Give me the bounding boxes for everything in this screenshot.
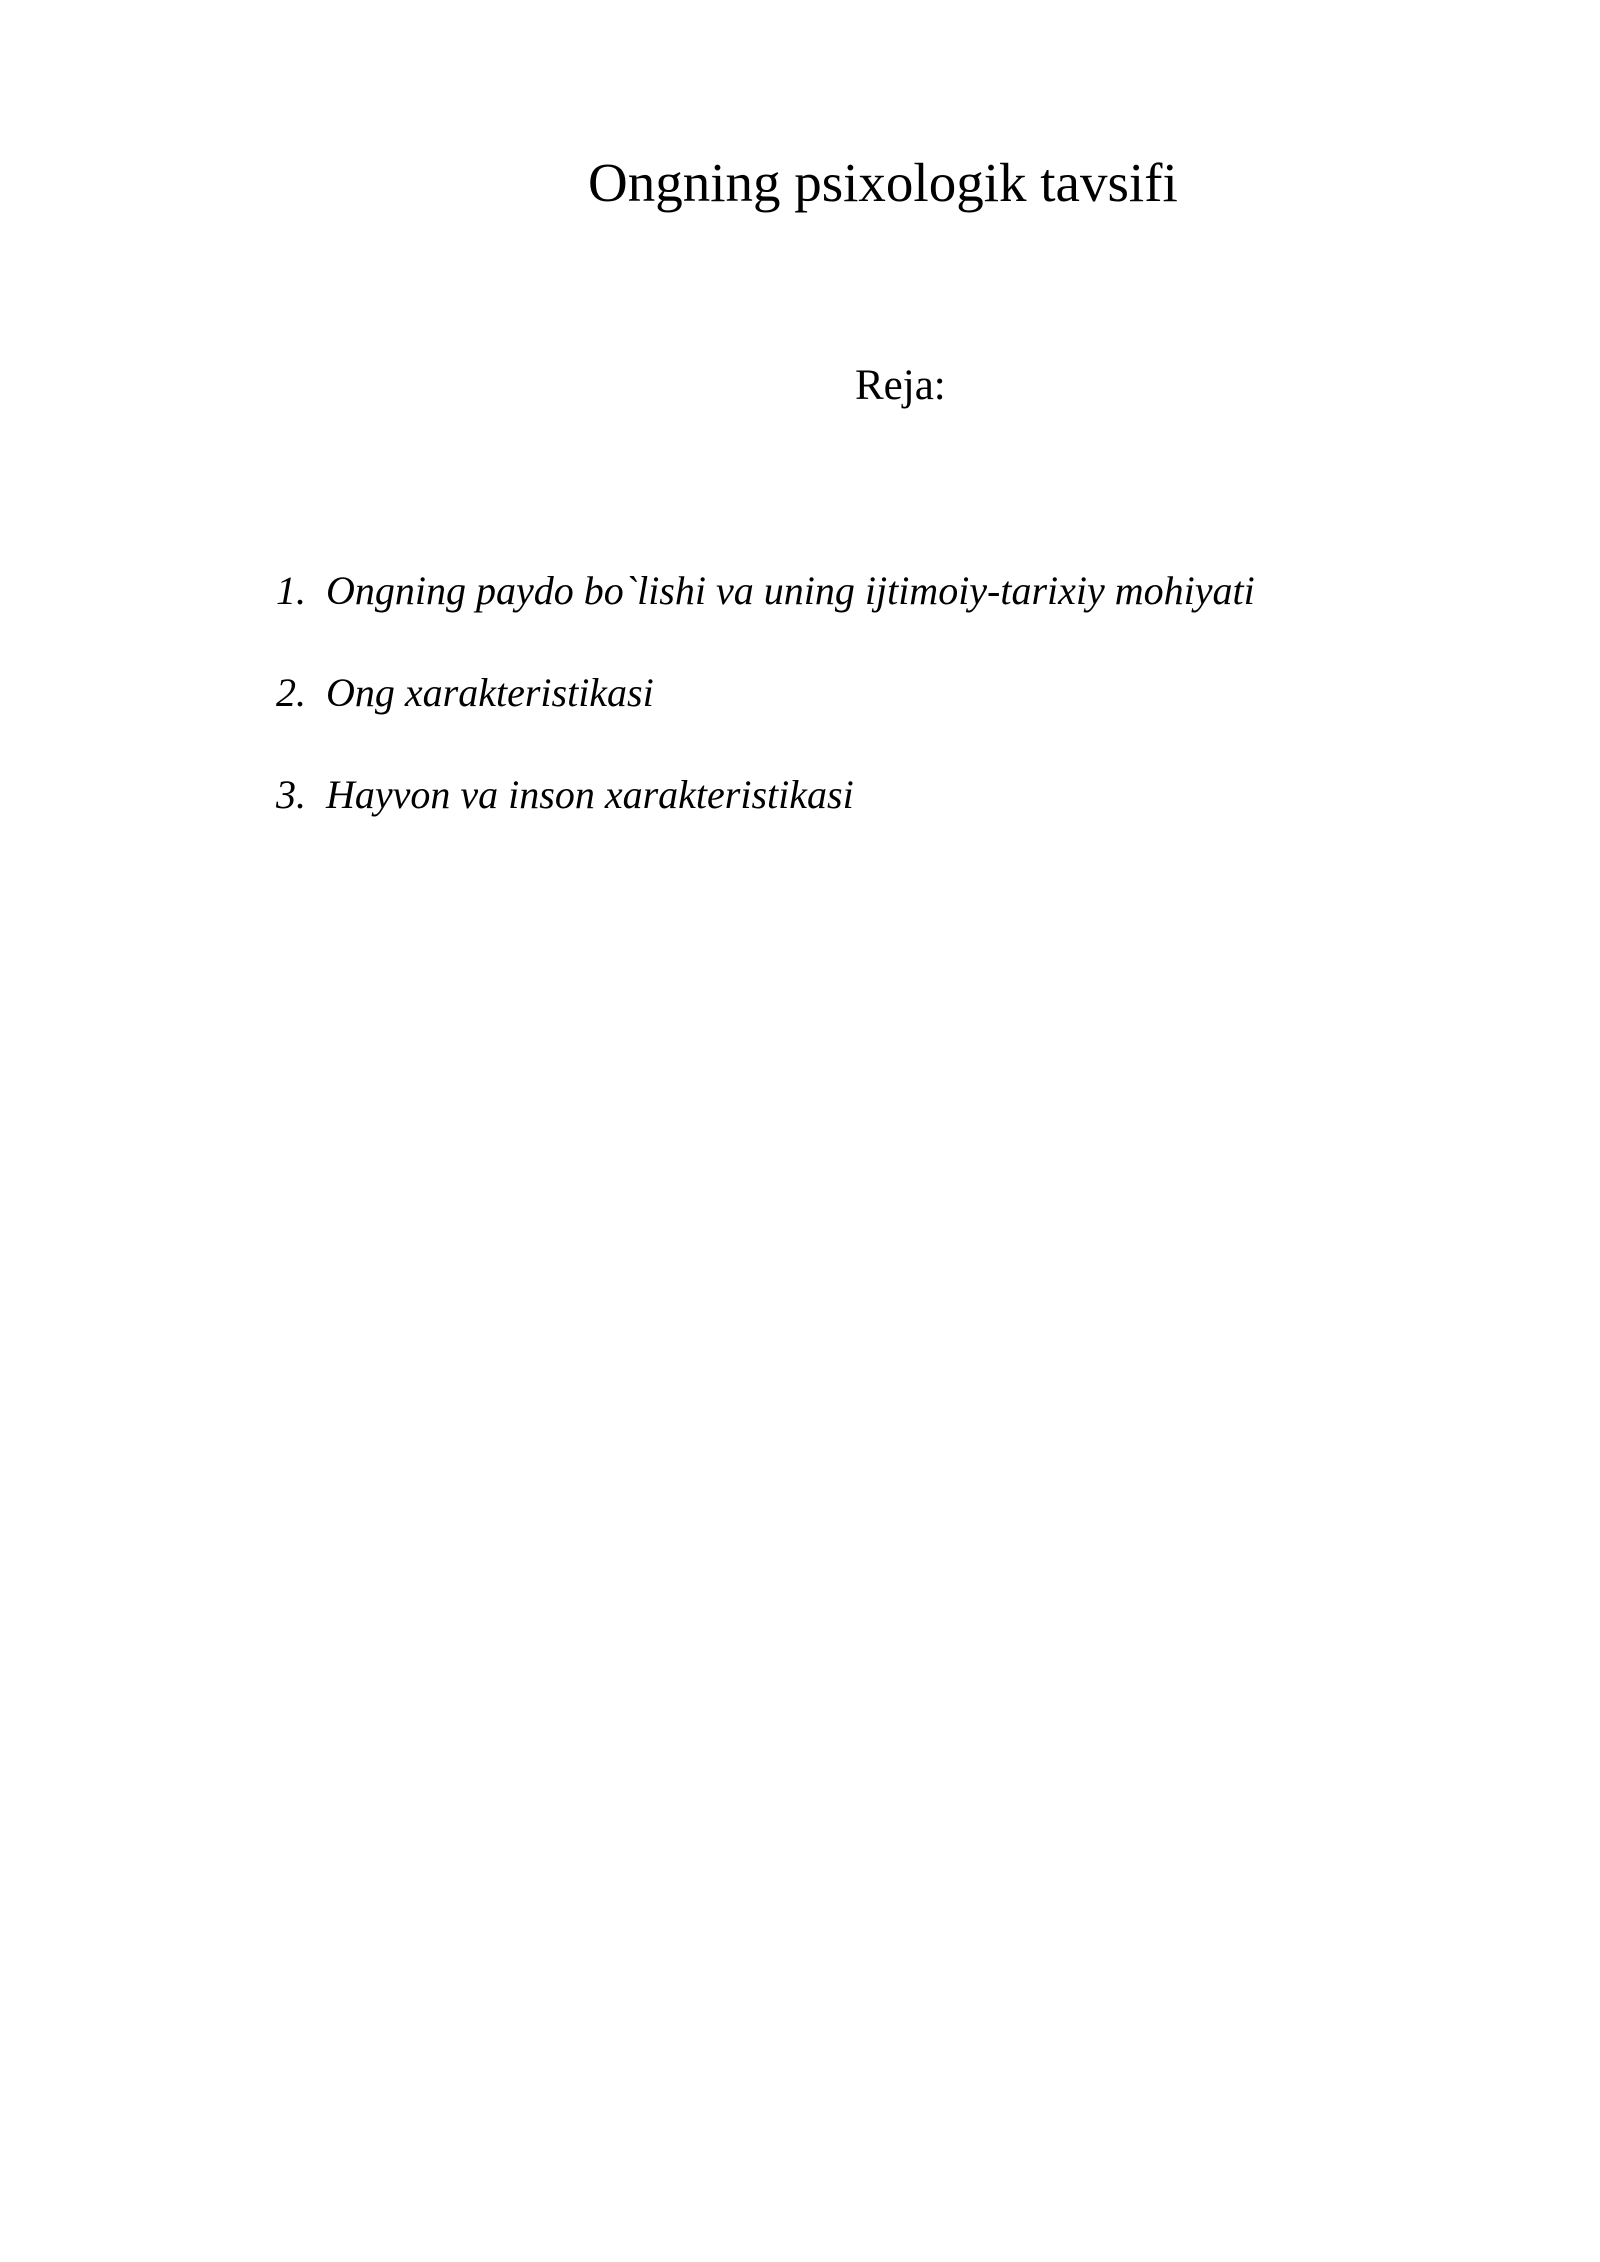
plan-heading: Reja: bbox=[855, 362, 946, 409]
plan-item-2 bbox=[276, 669, 1255, 717]
plan-item-number: 3. bbox=[276, 772, 306, 817]
plan-item-3 bbox=[276, 771, 1255, 819]
plan-item-text: Ong xarakteristikasi bbox=[326, 670, 654, 715]
document-title: Ongning psixologik tavsifi bbox=[588, 152, 1178, 213]
plan-item-text: Hayvon va inson xarakteristikasi bbox=[326, 772, 854, 817]
plan-item-text: Ongning paydo bo`lishi va uning ijtimoiy-tarixiy mohiyati bbox=[326, 568, 1255, 613]
plan-item-1 bbox=[276, 567, 1255, 615]
plan-item-number: 2. bbox=[276, 670, 306, 715]
plan-list bbox=[276, 567, 1255, 873]
plan-item-number: 1. bbox=[276, 568, 306, 613]
